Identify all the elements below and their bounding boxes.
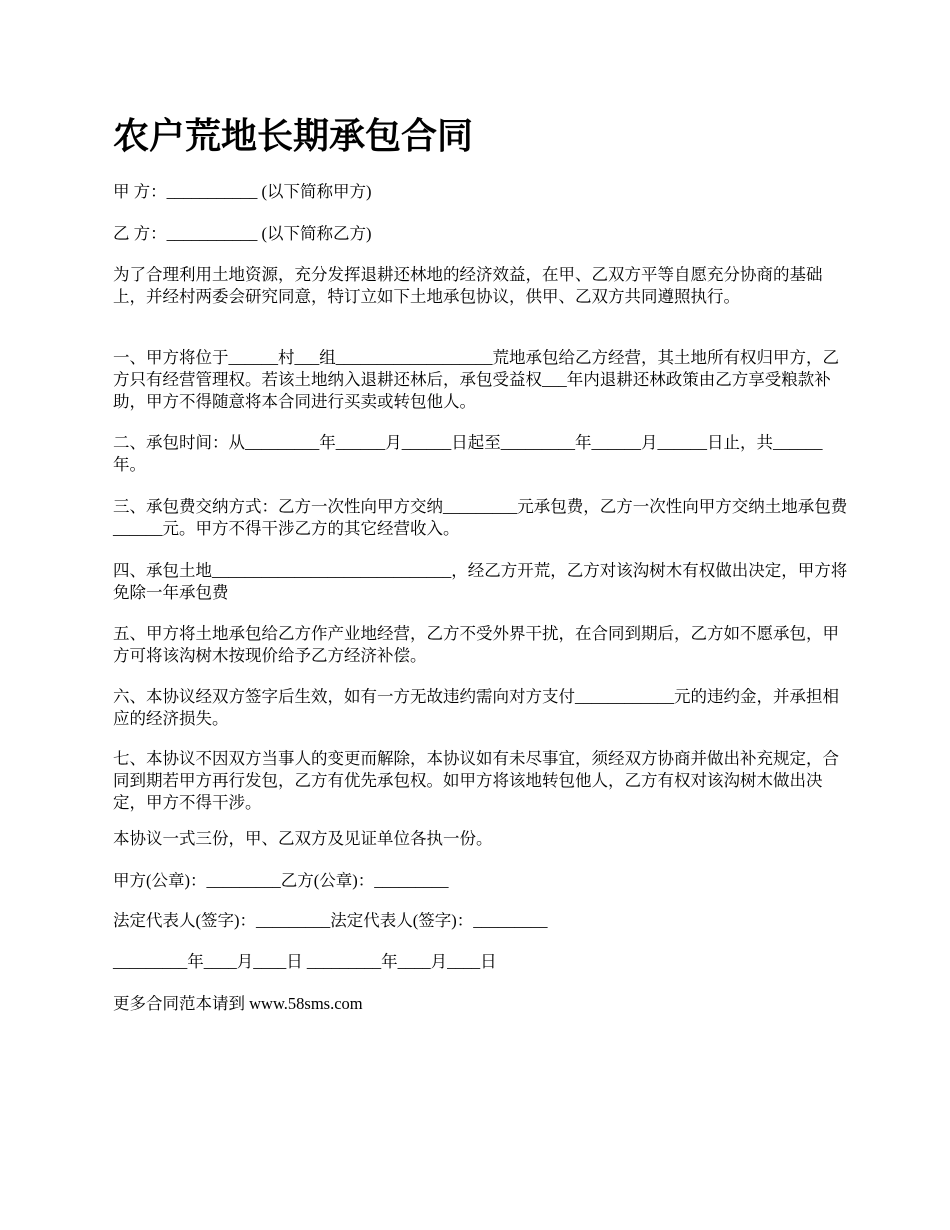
signature-line: 法定代表人(签字)：_________法定代表人(签字)：_________ [113, 911, 548, 930]
clause-7: 七、本协议不因双方当事人的变更而解除，本协议如有未尽事宜，须经双方协商并做出补充规定，合同到期若甲方再行发包，乙方有优先承包权。如甲方将该地转包他人，乙方有权对该沟树木做出决定，甲方不得干涉。 [113, 749, 839, 812]
clause-4: 四、承包土地_____________________________，经乙方开荒，乙方对该沟树木有权做出决定，甲方将免除一年承包费 [113, 561, 848, 602]
clause-2: 二、承包时间：从_________年______月______日起至_________年______月______日止，共______年。 [113, 433, 823, 474]
party-a-line: 甲 方：___________ (以下简称甲方) [113, 182, 372, 201]
copies-line: 本协议一式三份，甲、乙双方及见证单位各执一份。 [113, 829, 493, 848]
date-line: _________年____月____日 _________年____月____日 [113, 952, 497, 971]
clause-1: 一、甲方将位于______村___组___________________荒地承包给乙方经营，其土地所有权归甲方，乙方只有经营管理权。若该土地纳入退耕还林后，承包受益权___年内退耕还林政策由乙方享受粮款补助，甲方不得随意将本合同进行买卖或转包他人。 [113, 348, 839, 411]
intro-paragraph: 为了合理利用土地资源，充分发挥退耕还林地的经济效益，在甲、乙双方平等自愿充分协商的基础上，并经村两委会研究同意，特订立如下土地承包协议，供甲、乙双方共同遵照执行。 [113, 265, 823, 306]
seal-line: 甲方(公章)：_________乙方(公章)：_________ [113, 871, 449, 890]
clause-6: 六、本协议经双方签字后生效，如有一方无故违约需向对方支付____________元的违约金，并承担相应的经济损失。 [113, 687, 839, 728]
footer-link-text: 更多合同范本请到 www.58sms.com [113, 994, 363, 1013]
document-title: 农户荒地长期承包合同 [113, 115, 474, 157]
clause-5: 五、甲方将土地承包给乙方作产业地经营，乙方不受外界干扰，在合同到期后，乙方如不愿承包，甲方可将该沟树木按现价给予乙方经济补偿。 [113, 624, 839, 665]
party-b-line: 乙 方：___________ (以下简称乙方) [113, 224, 372, 243]
clause-3: 三、承包费交纳方式：乙方一次性向甲方交纳_________元承包费，乙方一次性向甲方交纳土地承包费______元。甲方不得干涉乙方的其它经营收入。 [113, 497, 848, 538]
